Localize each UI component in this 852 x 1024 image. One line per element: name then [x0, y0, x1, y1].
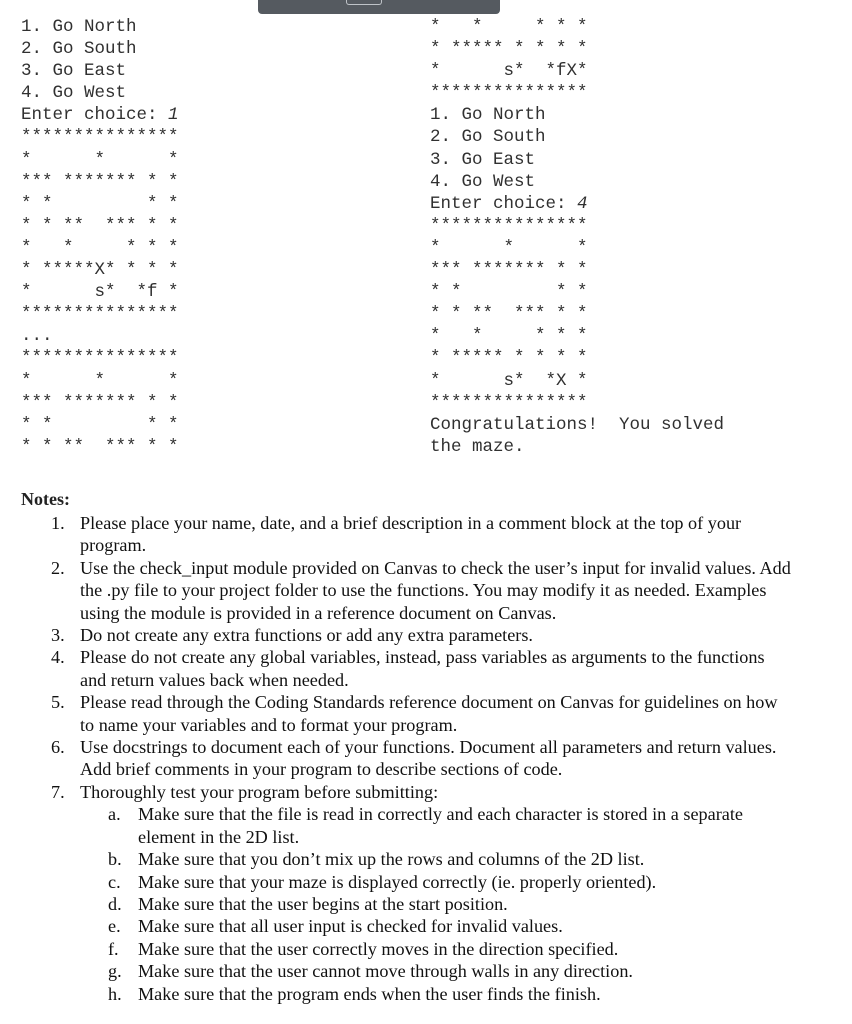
- maze-row: * ***** * * * *: [430, 39, 588, 60]
- maze-row: * * ** *** * *: [21, 215, 179, 236]
- note-text: Please read through the Coding Standards reference document on Canvas for guidelines on how to name your variables and to format your program.: [80, 692, 778, 735]
- maze-row: ***************: [21, 127, 179, 148]
- maze-row: ***************: [430, 215, 588, 236]
- maze-row: * * * * *: [430, 326, 588, 347]
- note-text: Please do not create any global variables, instead, pass variables as arguments to the functions and return values back when needed.: [80, 647, 765, 690]
- note-item: [0, 736, 852, 781]
- note-number: 2.: [51, 557, 65, 578]
- maze-row: ***************: [430, 392, 588, 413]
- maze-row: * * ** *** * *: [21, 436, 179, 457]
- test-item: [0, 848, 852, 870]
- maze-row: *** ******* * *: [430, 260, 588, 281]
- window-top-bar: [258, 0, 500, 14]
- test-letter: a.: [108, 804, 121, 825]
- test-item: [0, 803, 852, 848]
- note-number: 4.: [51, 647, 65, 668]
- success-message: Congratulations! You solved: [430, 414, 725, 435]
- console-line: 2. Go South: [430, 127, 546, 148]
- test-text: Make sure that the user begins at the start position.: [138, 893, 508, 914]
- test-text: Make sure that the program ends when the user finds the finish.: [138, 983, 601, 1004]
- maze-row: * * * *: [21, 193, 179, 214]
- test-letter: g.: [108, 961, 122, 982]
- console-prompt-line: [430, 193, 724, 215]
- note-item: [0, 781, 852, 803]
- console-line: 1. Go North: [21, 17, 137, 37]
- console-line: 2. Go South: [21, 39, 137, 60]
- maze-row: * * *: [21, 370, 179, 391]
- console-prompt: Enter choice:: [21, 105, 169, 126]
- test-text: Make sure that all user input is checked for invalid values.: [138, 916, 563, 937]
- maze-row: * *****X* * * *: [21, 260, 179, 281]
- maze-row: * s* *f *: [21, 282, 179, 303]
- console-input-value: 4: [577, 193, 588, 214]
- maze-row: * * *: [21, 149, 179, 170]
- console-line: 1. Go North: [430, 105, 546, 126]
- maze-row: *** ******* * *: [21, 171, 179, 192]
- maze-row: ***************: [21, 348, 179, 369]
- maze-row: * * ** *** * *: [430, 304, 588, 325]
- test-letter: c.: [108, 871, 121, 892]
- notes-heading: Notes:: [21, 489, 70, 509]
- test-text: Make sure that the file is read in correctly and each character is stored in a separate element in the 2D list.: [138, 804, 743, 847]
- note-item: [0, 624, 852, 646]
- maze-row: * s* *X *: [430, 370, 588, 391]
- maze-row: * * * *: [430, 282, 588, 303]
- note-number: 7.: [51, 781, 65, 802]
- maze-row: ***************: [430, 83, 588, 104]
- console-output-left: [21, 16, 179, 458]
- console-prompt-line: [21, 104, 179, 126]
- test-text: Make sure that your maze is displayed correctly (ie. properly oriented).: [138, 871, 657, 892]
- test-item: [0, 893, 852, 915]
- console-line: 4. Go West: [430, 171, 536, 192]
- ellipsis: ...: [21, 326, 53, 347]
- maze-row: * s* *fX*: [430, 61, 588, 82]
- console-prompt: Enter choice:: [430, 193, 578, 214]
- note-number: 3.: [51, 625, 65, 646]
- note-number: 1.: [51, 513, 65, 533]
- maze-row: * ***** * * * *: [430, 348, 588, 369]
- console-line: 3. Go East: [21, 61, 127, 82]
- test-text: Make sure that the user cannot move through walls in any direction.: [138, 961, 633, 982]
- console-output-right: [430, 16, 724, 458]
- note-number: 5.: [51, 692, 65, 713]
- maze-row: * * * * *: [430, 17, 588, 37]
- note-text: Use the check_input module provided on Canvas to check the user’s input for invalid values. Add the .py file to your project folder to use the functions. You may modify it as needed. Examples using the module is provided in a reference document on Canvas.: [80, 557, 791, 623]
- note-text: Use docstrings to document each of your functions. Document all parameters and return values. Add brief comments in your program to describe sections of code.: [80, 737, 777, 780]
- test-letter: b.: [108, 849, 122, 870]
- test-letter: f.: [108, 938, 119, 959]
- note-text: Thoroughly test your program before submitting:: [80, 781, 439, 802]
- note-number: 6.: [51, 737, 65, 758]
- test-text: Make sure that the user correctly moves in the direction specified.: [138, 938, 619, 959]
- note-text: Please place your name, date, and a brief description in a comment block at the top of your program.: [80, 513, 742, 556]
- maze-row: ***************: [21, 304, 179, 325]
- success-message: the maze.: [430, 436, 525, 457]
- test-letter: d.: [108, 893, 122, 914]
- test-item: [0, 938, 852, 960]
- test-letter: h.: [108, 983, 122, 1004]
- top-bar-tab: [346, 0, 382, 5]
- test-text: Make sure that you don’t mix up the rows and columns of the 2D list.: [138, 849, 645, 870]
- console-input-value: 1: [168, 105, 179, 126]
- note-item: [0, 557, 852, 624]
- test-letter: e.: [108, 916, 121, 937]
- console-line: 4. Go West: [21, 83, 127, 104]
- test-item: [0, 871, 852, 893]
- console-line: 3. Go East: [430, 149, 536, 170]
- note-item: [0, 691, 852, 736]
- maze-row: * * * *: [21, 414, 179, 435]
- maze-row: * * *: [430, 237, 588, 258]
- note-item: [0, 512, 852, 557]
- test-item: [0, 960, 852, 982]
- test-item: [0, 915, 852, 937]
- test-item: [0, 983, 852, 1005]
- note-item: [0, 646, 852, 691]
- note-text: Do not create any extra functions or add any extra parameters.: [80, 625, 533, 646]
- maze-row: *** ******* * *: [21, 392, 179, 413]
- maze-row: * * * * *: [21, 237, 179, 258]
- notes-list: [0, 512, 852, 1005]
